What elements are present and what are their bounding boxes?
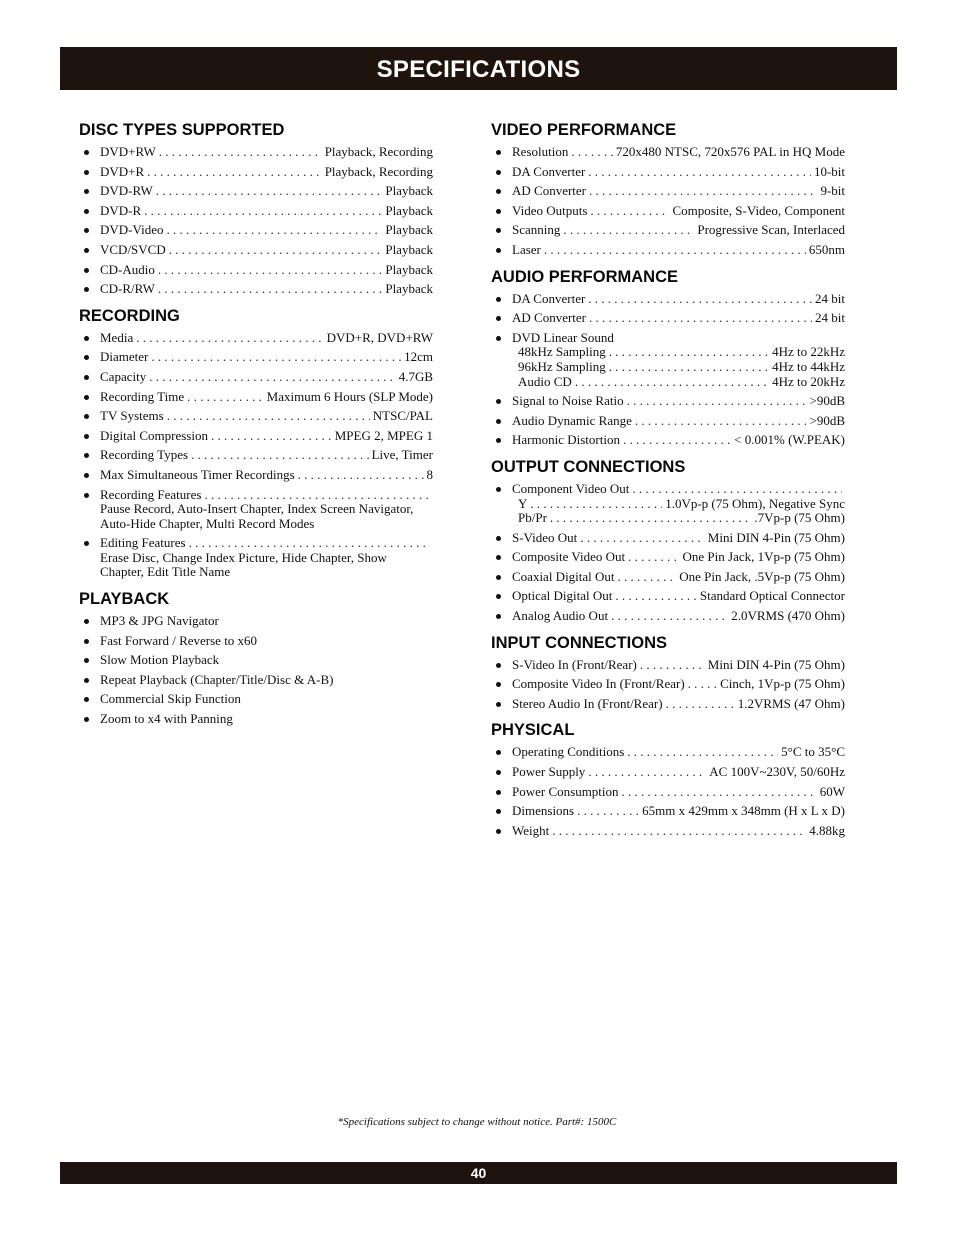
- left-column: [79, 118, 433, 734]
- spec-value: Live, Timer: [371, 447, 433, 463]
- spec-label: Harmonic Distortion: [512, 432, 620, 448]
- spec-label: AD Converter: [512, 183, 587, 199]
- section-title-recording: RECORDING: [79, 306, 180, 325]
- section-title-physical: PHYSICAL: [491, 721, 575, 740]
- spec-value: 65mm x 429mm x 348mm (H x L x D): [642, 803, 845, 819]
- spec-item: [79, 390, 433, 405]
- spec-label: Max Simultaneous Timer Recordings: [100, 466, 295, 482]
- spec-label: DVD+RW: [100, 144, 156, 159]
- spec-item: [79, 223, 433, 238]
- spec-description: Pause Record, Auto-Insert Chapter, Index Screen Navigator, Auto-Hide Chapter, Multi Record Modes: [100, 501, 414, 531]
- spec-item: [79, 409, 433, 424]
- spec-label: Power Supply: [512, 764, 586, 780]
- spec-value: 24 bit: [815, 310, 845, 326]
- spec-value: Playback: [385, 183, 433, 199]
- spec-value: < 0.001% (W.PEAK): [734, 432, 845, 448]
- spec-item: [79, 204, 433, 219]
- physical-list: [491, 745, 845, 838]
- spec-value: NTSC/PAL: [372, 408, 433, 424]
- spec-item: [491, 414, 845, 429]
- spec-item: [491, 394, 845, 409]
- spec-sub-item: [512, 345, 845, 360]
- spec-label: Digital Compression: [100, 427, 208, 443]
- spec-label: Scanning: [512, 222, 561, 238]
- spec-item: [491, 765, 845, 780]
- spec-label: Component Video Out: [512, 480, 630, 496]
- list-item: Zoom to x4 with Panning: [79, 712, 433, 727]
- recording-list: [79, 331, 433, 580]
- spec-label: Weight: [512, 822, 550, 838]
- spec-value: Mini DIN 4-Pin (75 Ohm): [707, 656, 845, 672]
- spec-item-dvd-linear-sound: [491, 331, 845, 389]
- spec-item: [491, 824, 845, 839]
- spec-sub-item: [512, 511, 845, 526]
- spec-value: 4.7GB: [398, 368, 433, 384]
- spec-item: [79, 370, 433, 385]
- spec-label: Editing Features: [100, 535, 186, 551]
- spec-item: [79, 282, 433, 297]
- video-performance-list: [491, 145, 845, 258]
- spec-item: [491, 531, 845, 546]
- spec-label: Audio Dynamic Range: [512, 412, 632, 428]
- spec-label: TV Systems: [100, 408, 164, 424]
- spec-value: Playback, Recording: [324, 144, 433, 159]
- spec-label: Power Consumption: [512, 783, 619, 799]
- spec-label: Stereo Audio In (Front/Rear): [512, 695, 663, 711]
- spec-value: MPEG 2, MPEG 1: [334, 427, 433, 443]
- spec-label: Dimensions: [512, 803, 575, 819]
- section-title-video-performance: VIDEO PERFORMANCE: [491, 121, 677, 139]
- spec-value: >90dB: [809, 393, 845, 409]
- spec-label: Diameter: [100, 349, 149, 365]
- spec-value: Composite, S-Video, Component: [672, 202, 845, 218]
- spec-item: [491, 311, 845, 326]
- spec-item: [491, 204, 845, 219]
- spec-value: 1.2VRMS (47 Ohm): [737, 695, 845, 711]
- spec-value: 10-bit: [813, 163, 845, 179]
- spec-value: 60W: [819, 783, 845, 799]
- spec-value: Cinch, 1Vp-p (75 Ohm): [720, 676, 845, 692]
- spec-value: 720x480 NTSC, 720x576 PAL in HQ Mode: [615, 144, 845, 159]
- spec-label: CD-Audio: [100, 261, 155, 277]
- spec-item: [491, 745, 845, 760]
- spec-value: 9-bit: [820, 183, 845, 199]
- spec-sub-value: 1.0Vp-p (75 Ohm), Negative Sync: [665, 495, 845, 511]
- spec-sub-value: .7Vp-p (75 Ohm): [754, 510, 845, 526]
- spec-item: [491, 570, 845, 585]
- spec-item: [79, 263, 433, 278]
- spec-item: [79, 184, 433, 199]
- spec-label: Coaxial Digital Out: [512, 568, 615, 584]
- spec-value: 2.0VRMS (470 Ohm): [731, 608, 845, 624]
- spec-value: Playback: [385, 202, 433, 218]
- spec-item: [491, 165, 845, 180]
- spec-item: [491, 677, 845, 692]
- spec-label: Laser: [512, 241, 541, 257]
- spec-item: [491, 243, 845, 258]
- spec-sub-label: Audio CD: [518, 373, 572, 389]
- spec-value: Playback: [385, 241, 433, 257]
- list-item: MP3 & JPG Navigator: [79, 614, 433, 629]
- spec-item: [79, 468, 433, 483]
- spec-sub-value: 4Hz to 20kHz: [772, 373, 845, 389]
- spec-item-recording-features: [79, 488, 433, 532]
- spec-description: Erase Disc, Change Index Picture, Hide Chapter, Show Chapter, Edit Title Name: [100, 549, 387, 580]
- footnote: *Specifications subject to change without notice. Part#: 1500C: [337, 1116, 617, 1128]
- spec-item: [79, 165, 433, 180]
- spec-item: [491, 658, 845, 673]
- spec-label: DVD-Video: [100, 222, 164, 238]
- spec-item: [79, 429, 433, 444]
- spec-sub-label: Pb/Pr: [518, 510, 547, 526]
- spec-label: Composite Video Out: [512, 549, 626, 565]
- spec-label: Recording Features: [100, 486, 202, 502]
- spec-sub-item: [512, 375, 845, 390]
- spec-value: 650nm: [808, 241, 845, 257]
- section-title-playback: PLAYBACK: [79, 590, 170, 609]
- spec-item: [491, 433, 845, 448]
- spec-item: [491, 609, 845, 624]
- spec-value: 4.88kg: [809, 822, 845, 838]
- spec-label: Recording Time: [100, 388, 185, 404]
- spec-value: >90dB: [809, 412, 845, 428]
- spec-label: Analog Audio Out: [512, 608, 609, 624]
- right-column: [491, 118, 845, 845]
- spec-label: Capacity: [100, 368, 147, 384]
- list-item: Repeat Playback (Chapter/Title/Disc & A-B): [79, 673, 433, 688]
- spec-sub-label: 48kHz Sampling: [518, 344, 606, 360]
- spec-sub-label: 96kHz Sampling: [518, 358, 606, 374]
- spec-value: Playback: [385, 222, 433, 238]
- spec-item: [491, 145, 845, 160]
- spec-value: One Pin Jack, .5Vp-p (75 Ohm): [679, 568, 845, 584]
- section-title-disc-types: DISC TYPES SUPPORTED: [79, 121, 285, 139]
- spec-value: 24 bit: [815, 290, 845, 306]
- spec-value: 12cm: [404, 349, 433, 365]
- spec-value: Playback, Recording: [324, 163, 433, 179]
- spec-label: Resolution: [512, 144, 569, 159]
- spec-value: Playback: [385, 281, 433, 297]
- spec-label: DA Converter: [512, 163, 586, 179]
- spec-value: One Pin Jack, 1Vp-p (75 Ohm): [682, 549, 845, 565]
- spec-label: CD-R/RW: [100, 281, 155, 297]
- spec-item: [491, 292, 845, 307]
- spec-label: S-Video In (Front/Rear): [512, 656, 637, 672]
- spec-value: AC 100V~230V, 50/60Hz: [709, 764, 845, 780]
- spec-item: [491, 223, 845, 238]
- spec-label: DVD-R: [100, 202, 142, 218]
- spec-value: DVD+R, DVD+RW: [326, 329, 433, 345]
- list-item: Fast Forward / Reverse to x60: [79, 634, 433, 649]
- spec-value: Progressive Scan, Interlaced: [697, 222, 845, 238]
- spec-value: Standard Optical Connector: [699, 588, 845, 604]
- spec-item-editing-features: [79, 536, 433, 580]
- spec-label: DVD Linear Sound: [512, 329, 614, 345]
- spec-label: DA Converter: [512, 290, 586, 306]
- playback-list: [79, 614, 433, 727]
- spec-item: [491, 697, 845, 712]
- spec-item: [491, 550, 845, 565]
- spec-label: Recording Types: [100, 447, 189, 463]
- spec-label: DVD+R: [100, 163, 145, 179]
- input-connections-list: [491, 658, 845, 712]
- spec-item: [79, 350, 433, 365]
- spec-item: [491, 589, 845, 604]
- spec-item: [79, 331, 433, 346]
- section-title-audio-performance: AUDIO PERFORMANCE: [491, 267, 679, 286]
- spec-sub-item: [512, 497, 845, 512]
- spec-label: DVD-RW: [100, 183, 153, 199]
- spec-item-component-video-out: [491, 482, 845, 526]
- spec-label: S-Video Out: [512, 529, 578, 545]
- spec-item: [79, 448, 433, 463]
- audio-performance-list: [491, 292, 845, 448]
- disc-types-list: [79, 145, 433, 297]
- spec-value: Maximum 6 Hours (SLP Mode): [266, 388, 433, 404]
- spec-label: Composite Video In (Front/Rear): [512, 676, 685, 692]
- spec-label: Media: [100, 329, 134, 345]
- spec-value: Mini DIN 4-Pin (75 Ohm): [707, 529, 845, 545]
- list-item: Commercial Skip Function: [79, 692, 433, 707]
- spec-label: Operating Conditions: [512, 744, 625, 760]
- section-title-input-connections: INPUT CONNECTIONS: [491, 633, 668, 652]
- spec-value: Playback: [385, 261, 433, 277]
- spec-label: Optical Digital Out: [512, 588, 613, 604]
- spec-label: Signal to Noise Ratio: [512, 393, 624, 409]
- spec-label: AD Converter: [512, 310, 587, 326]
- spec-label: VCD/SVCD: [100, 241, 166, 257]
- spec-sub-label: Y: [518, 495, 528, 511]
- spec-label: Video Outputs: [512, 202, 588, 218]
- list-item: Slow Motion Playback: [79, 653, 433, 668]
- spec-sub-item: [512, 360, 845, 375]
- spec-sub-value: 4Hz to 44kHz: [772, 358, 845, 374]
- spec-sub-value: 4Hz to 22kHz: [772, 344, 845, 360]
- spec-item: [491, 785, 845, 800]
- spec-value: 8: [426, 466, 433, 482]
- spec-item: [79, 243, 433, 258]
- page-number: 40: [60, 1162, 897, 1184]
- spec-item: [79, 145, 433, 160]
- page-title: SPECIFICATIONS: [60, 47, 897, 90]
- spec-item: [491, 804, 845, 819]
- spec-item: [491, 184, 845, 199]
- section-title-output-connections: OUTPUT CONNECTIONS: [491, 457, 686, 476]
- spec-value: 5°C to 35°C: [781, 744, 845, 760]
- output-connections-list: [491, 482, 845, 624]
